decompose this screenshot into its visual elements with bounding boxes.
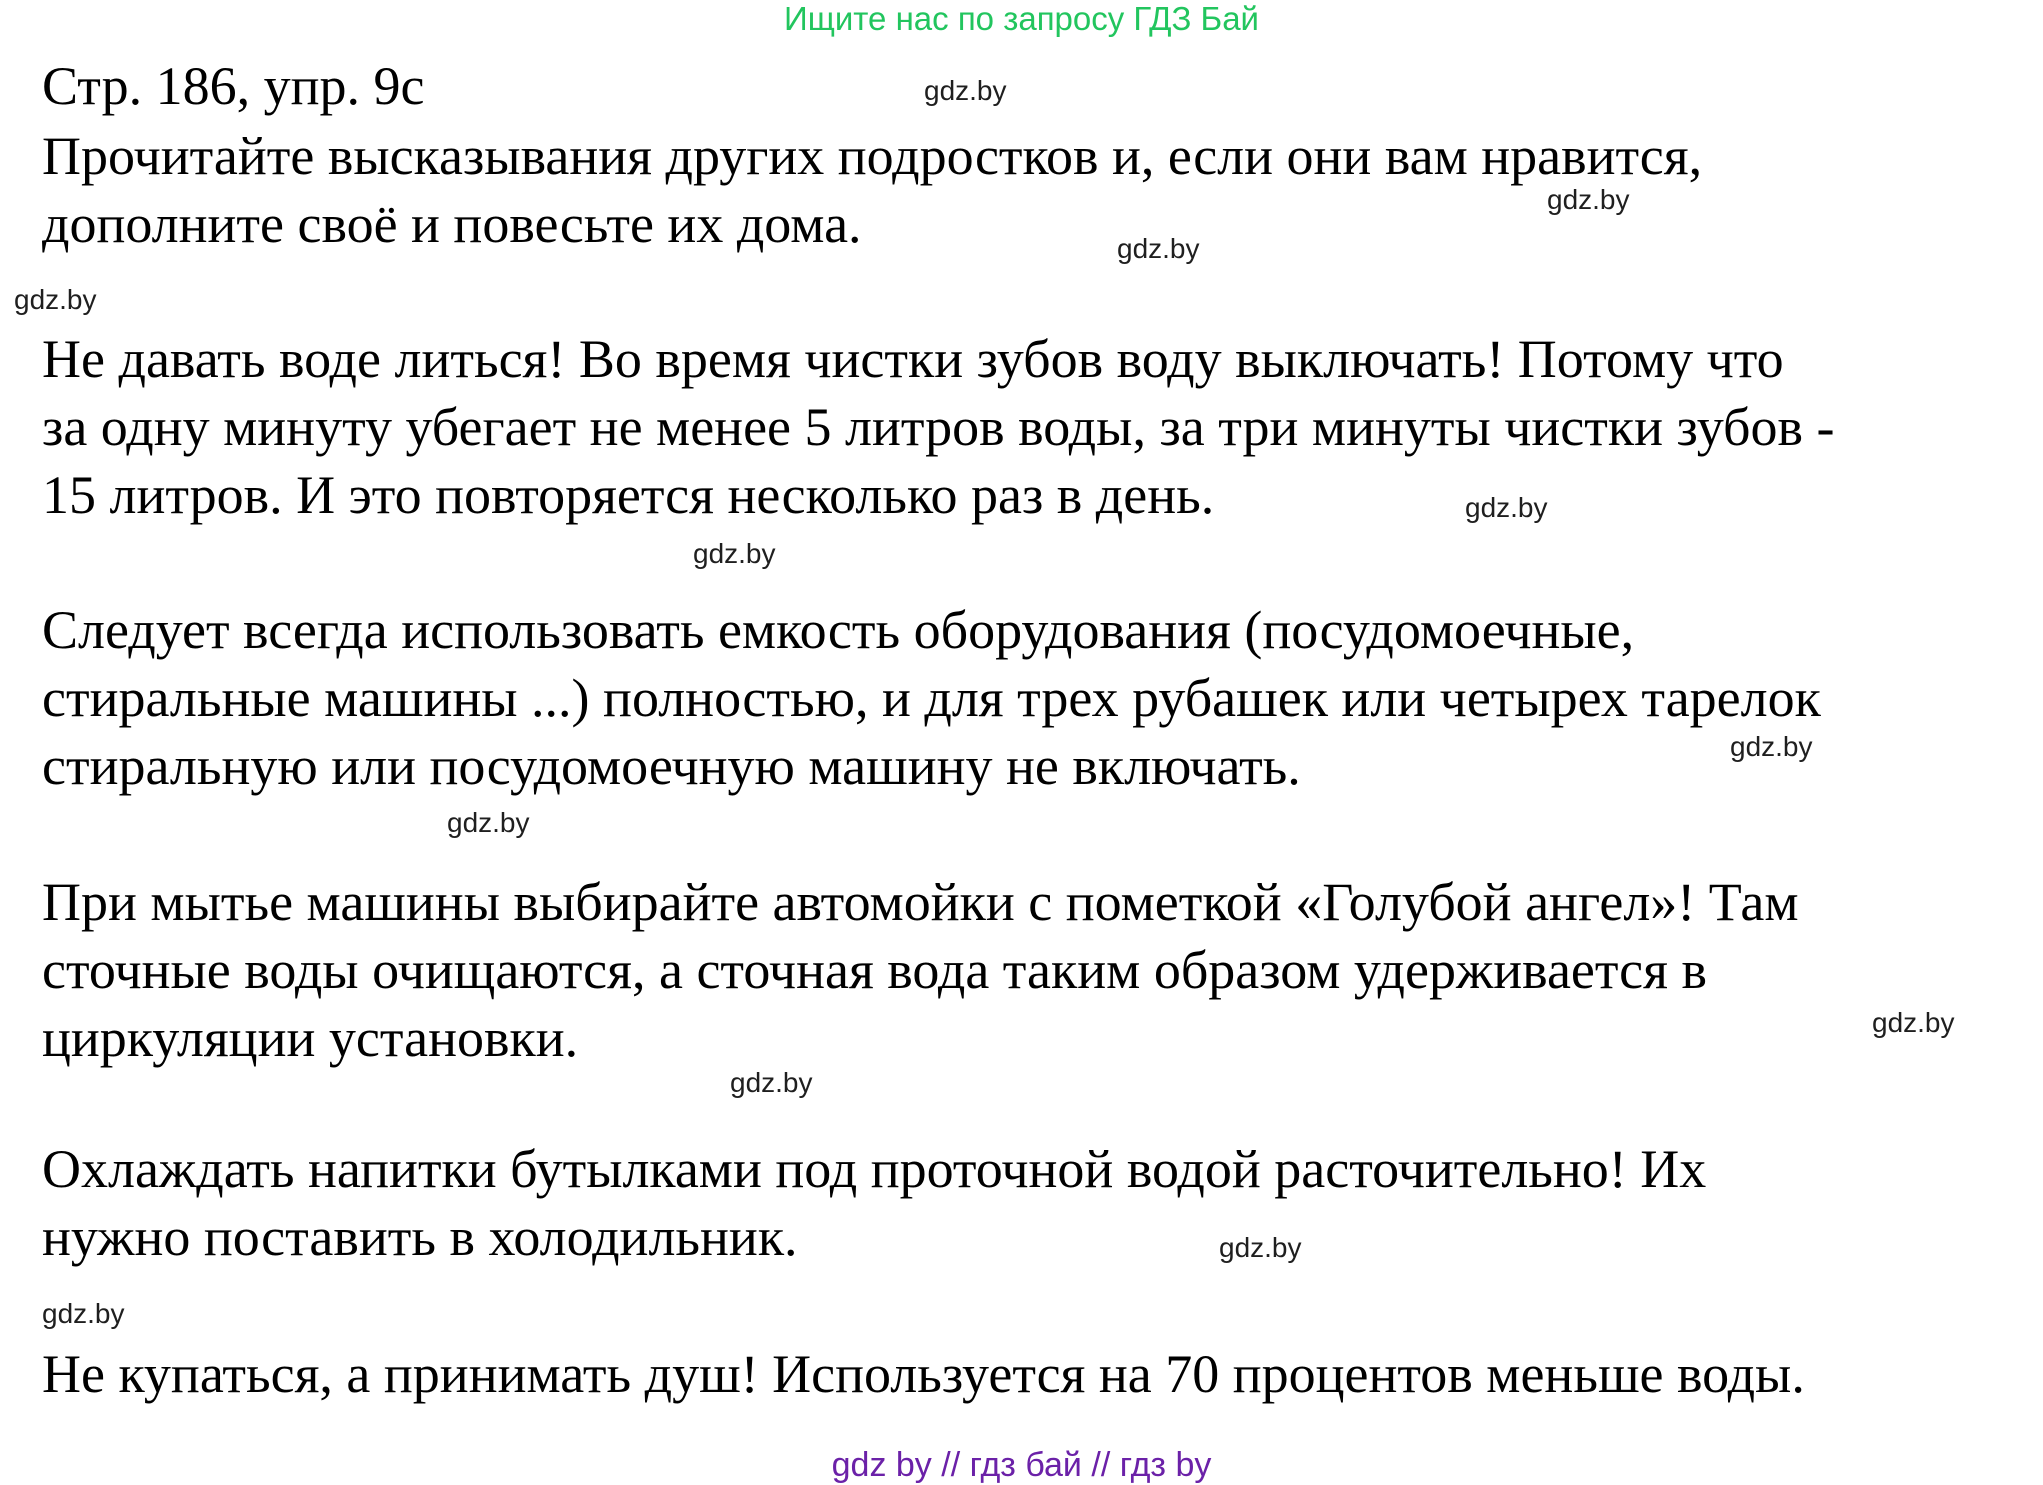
paragraph-line: сточные воды очищаются, а сточная вода таким образом удерживается в [42, 940, 1707, 1000]
paragraph-line: Следует всегда использовать емкость оборудования (посудомоечные, [42, 600, 1635, 660]
page-heading [42, 52, 424, 120]
watermark: gdz.by [1117, 233, 1200, 264]
answer-paragraph-4 [42, 1135, 1706, 1271]
watermark: gdz.by [42, 1298, 125, 1329]
task-line: дополните своё и повесьте их дома. [42, 194, 862, 254]
watermark: gdz.by [447, 807, 530, 838]
watermark: gdz.by [693, 538, 776, 569]
answer-paragraph-3 [42, 868, 1799, 1072]
heading-text: Стр. 186, упр. 9с [42, 56, 425, 116]
answer-paragraph-5 [42, 1340, 1805, 1408]
watermark: gdz.by [14, 284, 97, 315]
search-banner: Ищите нас по запросу ГДЗ Бай [784, 0, 1259, 37]
watermark: gdz.by [924, 75, 1007, 106]
paragraph-line: Охлаждать напитки бутылками под проточной водой расточительно! Их [42, 1139, 1707, 1199]
answer-paragraph-2 [42, 596, 1821, 800]
watermark: gdz.by [1730, 731, 1813, 762]
watermark: gdz.by [1219, 1232, 1302, 1263]
watermark: gdz.by [730, 1067, 813, 1098]
watermark: gdz.by [1872, 1007, 1955, 1038]
paragraph-line: за одну минуту убегает не менее 5 литров воды, за три минуты чистки зубов - [42, 397, 1835, 457]
task-statement [42, 122, 1702, 258]
footer-watermark: gdz by // гдз бай // гдз by [831, 1446, 1212, 1484]
paragraph-line: циркуляции установки. [42, 1008, 579, 1068]
answer-paragraph-1 [42, 325, 1834, 529]
watermark: gdz.by [1547, 184, 1630, 215]
paragraph-line: При мытье машины выбирайте автомойки с пометкой «Голубой ангел»! Там [42, 872, 1799, 932]
paragraph-line: стиральную или посудомоечную машину не включать. [42, 736, 1301, 796]
paragraph-line: 15 литров. И это повторяется несколько раз в день. [42, 465, 1215, 525]
paragraph-line: стиральные машины ...) полностью, и для трех рубашек или четырех тарелок [42, 668, 1821, 728]
task-line: Прочитайте высказывания других подростков и, если они вам нравится, [42, 126, 1703, 186]
paragraph-line: Не купаться, а принимать душ! Используется на 70 процентов меньше воды. [42, 1344, 1805, 1404]
paragraph-line: Не давать воде литься! Во время чистки зубов воду выключать! Потому что [42, 329, 1784, 389]
watermark: gdz.by [1465, 492, 1548, 523]
paragraph-line: нужно поставить в холодильник. [42, 1207, 798, 1267]
